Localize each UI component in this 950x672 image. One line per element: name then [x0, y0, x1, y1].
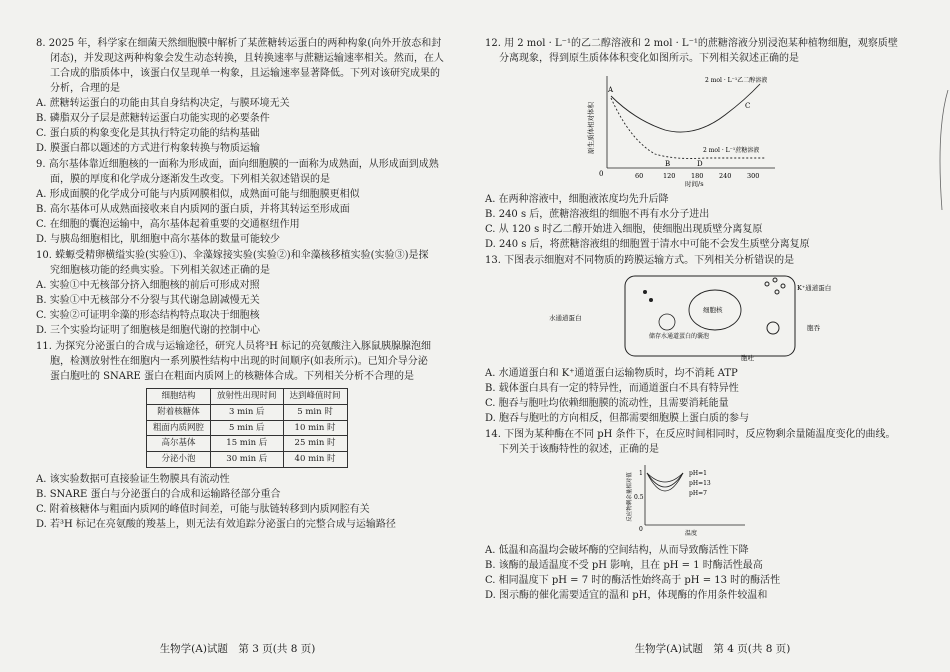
legend-ethylene-glycol: 2 mol · L⁻¹乙二醇溶液 [705, 77, 768, 84]
table-cell: 附着核糖体 [147, 404, 211, 420]
table-row [147, 452, 348, 468]
x-tick-label: 120 [663, 172, 676, 180]
q11-stem-2: 胞，检测放射性在细胞内一系列膜性结构中出现的时间顺序(如表所示)。已知介导分泌 [50, 356, 428, 367]
enzyme-ph-temperature-chart [625, 461, 755, 539]
q10-stem: 10. 蝾螈受精卵横缢实验(实验①)、伞藻嫁接实验(实验②)和伞藻核移植实验(实验③)是探 [36, 250, 429, 261]
table-cell: 3 min 后 [211, 404, 284, 420]
q13-option-c: C. 胞吞与胞吐均依赖细胞膜的流动性，且需要消耗能量 [485, 398, 729, 409]
table-row [147, 404, 348, 420]
q12-option-c: C. 从 120 s 时乙二醇开始进入细胞，使细胞出现质壁分离复原 [485, 224, 763, 235]
molecule [775, 290, 779, 294]
nucleus-label: 细胞核 [703, 306, 723, 314]
origin-label: 0 [599, 170, 604, 178]
q8-option-c: C. 蛋白质的构象变化是其执行特定功能的结构基础 [36, 128, 260, 139]
table-cell: 25 min 时 [283, 436, 347, 452]
q9-option-d: D. 与胰岛细胞相比，肌细胞中高尔基体的数量可能较少 [36, 234, 281, 245]
q8-option-b: B. 磷脂双分子层是蔗糖转运蛋白功能实现的必要条件 [36, 113, 270, 124]
point-b-label: B [665, 160, 671, 168]
question-8 [36, 36, 456, 156]
protoplast-volume-chart [585, 70, 785, 188]
legend-ph1: pH=1 [689, 470, 707, 477]
endocytosis-label: 胞吞 [807, 324, 820, 332]
q9-stem: 9. 高尔基体靠近细胞核的一面称为形成面，面向细胞膜的一面称为成熟面，从形成面到成熟 [36, 159, 439, 170]
question-13 [485, 253, 915, 426]
q12-stem-2: 分离现象，得到原生质体体积变化如图所示。下列相关叙述正确的是 [499, 53, 799, 64]
legend-ph7: pH=7 [689, 490, 707, 497]
q13-option-b: B. 载体蛋白具有一定的特异性，而通道蛋白不具有特异性 [485, 383, 739, 394]
question-10 [36, 248, 456, 338]
binding-line [932, 90, 950, 210]
x-tick-label: 180 [691, 172, 704, 180]
question-9 [36, 157, 456, 247]
q8-option-a: A. 蔗糖转运蛋白的功能由其自身结构决定，与膜环境无关 [36, 98, 290, 109]
left-column [36, 36, 456, 533]
ethylene-glycol-curve [611, 84, 760, 132]
table-cell: 40 min 时 [283, 452, 347, 468]
q11-option-b: B. SNARE 蛋白与分泌蛋白的合成和运输路径部分重合 [36, 488, 281, 500]
page-footer: 生物学(A)试题 第 3 页(共 8 页) [159, 643, 316, 656]
q8-stem-3: 工合成的脂质体中，该蛋白仅呈现单一构象，且运输速率显著降低。下列对该研究成果的 [50, 68, 440, 79]
ph7-curve [647, 473, 683, 487]
page-footer: 生物学(A)试题 第 4 页(共 8 页) [634, 643, 791, 656]
q9-option-b: B. 高尔基体可从成熟面接收来自内质网的蛋白质，并将其转运至形成面 [36, 204, 350, 215]
q9-option-c: C. 在细胞的囊泡运输中，高尔基体起着重要的交通枢纽作用 [36, 219, 300, 230]
molecule [773, 278, 777, 282]
right-column [485, 36, 915, 604]
table-cell: 5 min 时 [283, 404, 347, 420]
table-cell: 高尔基体 [147, 436, 211, 452]
table-cell: 5 min 后 [211, 420, 284, 436]
y-tick-label: 0.5 [634, 494, 644, 501]
point-c-label: C [745, 102, 751, 110]
endocytic-vesicle [767, 322, 779, 334]
q14-option-b: B. 该酶的最适温度不受 pH 影响，且在 pH = 1 时酶活性最高 [485, 560, 763, 571]
cell-outline [625, 276, 795, 356]
q14-option-a: A. 低温和高温均会破坏酶的空间结构，从而导致酶活性下降 [485, 545, 749, 556]
q11-option-c: C. 附着核糖体与粗面内质网的峰值时间差，可能与肽链转移到内质网腔有关 [36, 503, 370, 515]
q14-stem: 14. 下图为某种酶在不同 pH 条件下，在反应时间相同时，反应物剩余量随温度变化的曲线。 [485, 429, 896, 440]
q8-option-d: D. 膜蛋白都以题述的方式进行构象转换与物质运输 [36, 143, 261, 154]
molecule [781, 284, 785, 288]
legend-ph13: pH=13 [689, 480, 711, 487]
q14-stem-2: 下列关于该酶特性的叙述，正确的是 [499, 444, 659, 455]
point-a-label: A [608, 86, 614, 94]
table-header: 达到峰值时间 [283, 389, 347, 405]
q11-stem: 11. 为探究分泌蛋白的合成与运输途径，研究人员将³H 标记的亮氨酸注入豚鼠胰腺腺泡细 [36, 341, 431, 352]
x-tick-label: 300 [747, 172, 760, 180]
x-tick-label: 60 [635, 172, 644, 180]
q10-option-c: C. 实验②可证明伞藻的形态结构特点取决于细胞核 [36, 310, 260, 321]
table-cell: 粗面内质网腔 [147, 420, 211, 436]
q12-stem: 12. 用 2 mol · L⁻¹的乙二醇溶液和 2 mol · L⁻¹的蔗糖溶液分别浸泡某种植物细胞，观察质壁 [485, 38, 898, 49]
q11-stem-3: 蛋白胞吐的 SNARE 蛋白在粗面内质网上的核糖体合成。下列相关分析不合理的是 [50, 371, 415, 382]
table-cell: 10 min 时 [283, 420, 347, 436]
vesicle [659, 314, 675, 330]
q9-stem-2: 面，膜的厚度和化学成分逐渐发生改变。下列相关叙述错误的是 [50, 174, 330, 185]
q13-option-a: A. 水通道蛋白和 K⁺通道蛋白运输物质时，均不消耗 ATP [485, 368, 738, 379]
x-tick-label: 240 [719, 172, 732, 180]
q11-option-d: D. 若³H 标记在亮氨酸的羧基上，则无法有效追踪分泌蛋白的完整合成与运输路径 [36, 518, 396, 530]
chart-y-label: 反应物剩余量相对值 [627, 472, 633, 522]
table-cell: 分泌小泡 [147, 452, 211, 468]
table-cell: 15 min 后 [211, 436, 284, 452]
molecule [765, 282, 769, 286]
q11-table [146, 388, 348, 468]
q8-stem: 8. 2025 年，科学家在细菌天然细胞膜中解析了某蔗糖转运蛋白的两种构象(向外开放态和封 [36, 38, 442, 49]
question-12 [485, 36, 915, 252]
q12-option-a: A. 在两种溶液中，细胞液浓度均先升后降 [485, 194, 669, 205]
q10-option-a: A. 实验①中无核部分挤入细胞核的前后可形成对照 [36, 280, 260, 291]
q8-stem-4: 分析，合理的是 [50, 83, 120, 94]
table-header: 放射性出现时间 [211, 389, 284, 405]
q10-stem-2: 究细胞核功能的经典实验。下列相关叙述正确的是 [50, 265, 270, 276]
q9-option-a: A. 形成面膜的化学成分可能与内质网膜相似，成熟面可能与细胞膜更相似 [36, 189, 360, 200]
q14-option-d: D. 图示酶的催化需要适宜的温和 pH，体现酶的作用条件较温和 [485, 590, 768, 601]
table-cell: 30 min 后 [211, 452, 284, 468]
k-channel-label: K⁺通道蛋白 [797, 284, 832, 292]
q10-option-d: D. 三个实验均证明了细胞核是细胞代谢的控制中心 [36, 325, 261, 336]
question-14 [485, 427, 915, 603]
q11-option-a: A. 该实验数据可直接验证生物膜具有流动性 [36, 473, 230, 485]
x-axis-label: 温度 [685, 530, 698, 537]
molecule [643, 290, 647, 294]
point-d-label: D [697, 160, 703, 168]
table-row [147, 436, 348, 452]
exocytosis-label: 胞吐 [741, 354, 754, 362]
q12-option-d: D. 240 s 后，将蔗糖溶液组的细胞置于清水中可能不会发生质壁分离复原 [485, 239, 810, 250]
q12-option-b: B. 240 s 后，蔗糖溶液组的细胞不再有水分子进出 [485, 209, 710, 220]
table-row [147, 420, 348, 436]
x-axis-label: 时间/s [685, 180, 704, 188]
question-11 [36, 339, 456, 532]
legend-sucrose: 2 mol · L⁻¹蔗糖溶液 [703, 147, 760, 154]
q13-option-d: D. 胞吞与胞吐的方向相反，但都需要细胞膜上蛋白质的参与 [485, 413, 750, 424]
membrane-transport-diagram [545, 272, 845, 362]
q8-stem-2: 闭态)，并发现这两种构象会发生动态转换，且转换速率与蔗糖运输速率相关。然而，在人 [50, 53, 444, 64]
q14-option-c: C. 相同温度下 pH = 7 时的酶活性始终高于 pH = 13 时的酶活性 [485, 575, 781, 586]
molecule [649, 298, 653, 302]
page-4 [475, 0, 950, 672]
water-channel-label: 水通道蛋白 [549, 314, 582, 322]
vesicle-label: 储存水通道蛋白的囊泡 [649, 333, 710, 340]
y-tick-label: 1 [639, 470, 643, 477]
origin-label: 0 [639, 526, 643, 533]
q13-stem: 13. 下图表示细胞对不同物质的跨膜运输方式。下列相关分析错误的是 [485, 255, 795, 266]
chart-y-label: 原生质体相对体积 [587, 102, 595, 154]
table-header: 细胞结构 [147, 389, 211, 405]
q10-option-b: B. 实验①中无核部分不分裂与其代谢急剧减慢无关 [36, 295, 260, 306]
